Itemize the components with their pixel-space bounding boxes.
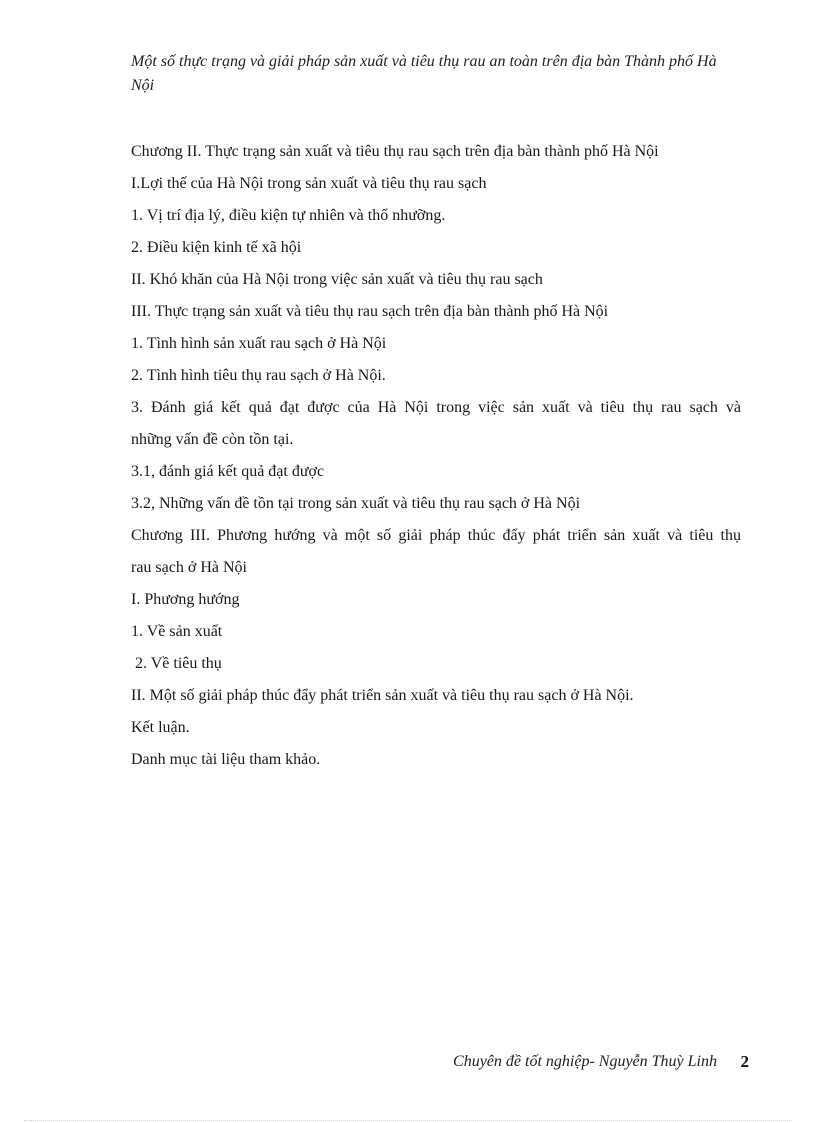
toc-line-item: 2. Điều kiện kinh tế xã hội bbox=[131, 239, 302, 256]
toc-line-item: 1. Vị trí địa lý, điều kiện tự nhiên và thổ nhưỡng. bbox=[131, 207, 446, 224]
toc-line-section-2: II. Một số giải pháp thúc đẩy phát triển sản xuất và tiêu thụ rau sạch ở Hà Nội. bbox=[131, 687, 634, 704]
toc-line-chapter-3: Chương III. Phương hướng và một số giải pháp thúc đẩy phát triển sản xuất và tiêu thụ bbox=[131, 527, 741, 544]
toc-line-item: 3. Đánh giá kết quả đạt được của Hà Nội trong việc sản xuất và tiêu thụ rau sạch và bbox=[131, 399, 741, 416]
toc-line-item: 2. Tình hình tiêu thụ rau sạch ở Hà Nội. bbox=[131, 367, 386, 384]
toc-line-section-3: III. Thực trạng sản xuất và tiêu thụ rau sạch trên địa bàn thành phố Hà Nội bbox=[131, 303, 609, 320]
toc-line-subitem: 3.1, đánh giá kết quả đạt được bbox=[131, 463, 325, 480]
footer-author: Chuyên đề tốt nghiệp- Nguyễn Thuỳ Linh bbox=[453, 1053, 717, 1070]
toc-line-chapter-3-continued: rau sạch ở Hà Nội bbox=[131, 559, 247, 576]
toc-line-item-continued: những vấn đề còn tồn tại. bbox=[131, 431, 294, 448]
toc-line-section-1: I.Lợi thế của Hà Nội trong sản xuất và tiêu thụ rau sạch bbox=[131, 175, 487, 192]
toc-line-item: 2. Về tiêu thụ bbox=[135, 655, 222, 672]
running-header: Một số thực trạng và giải pháp sản xuất và tiêu thụ rau an toàn trên địa bàn Thành phố Hà Nội bbox=[131, 53, 717, 94]
toc-line-item: 1. Về sản xuất bbox=[131, 623, 223, 640]
toc-line-section-1: I. Phương hướng bbox=[131, 591, 240, 608]
toc-line-item: 1. Tình hình sản xuất rau sạch ở Hà Nội bbox=[131, 335, 387, 352]
toc-line-section-2: II. Khó khăn của Hà Nội trong việc sản xuất và tiêu thụ rau sạch bbox=[131, 271, 543, 288]
page-footer bbox=[131, 1050, 751, 1076]
table-of-contents bbox=[131, 140, 741, 780]
page-number: 2 bbox=[740, 1052, 749, 1071]
bottom-divider bbox=[24, 1120, 792, 1121]
toc-line-references: Danh mục tài liệu tham khảo. bbox=[131, 751, 321, 768]
toc-line-subitem: 3.2, Những vấn đề tồn tại trong sản xuất và tiêu thụ rau sạch ở Hà Nội bbox=[131, 495, 581, 512]
toc-line-chapter-2: Chương II. Thực trạng sản xuất và tiêu thụ rau sạch trên địa bàn thành phố Hà Nội bbox=[131, 143, 659, 160]
toc-line-conclusion: Kết luận. bbox=[131, 719, 190, 736]
